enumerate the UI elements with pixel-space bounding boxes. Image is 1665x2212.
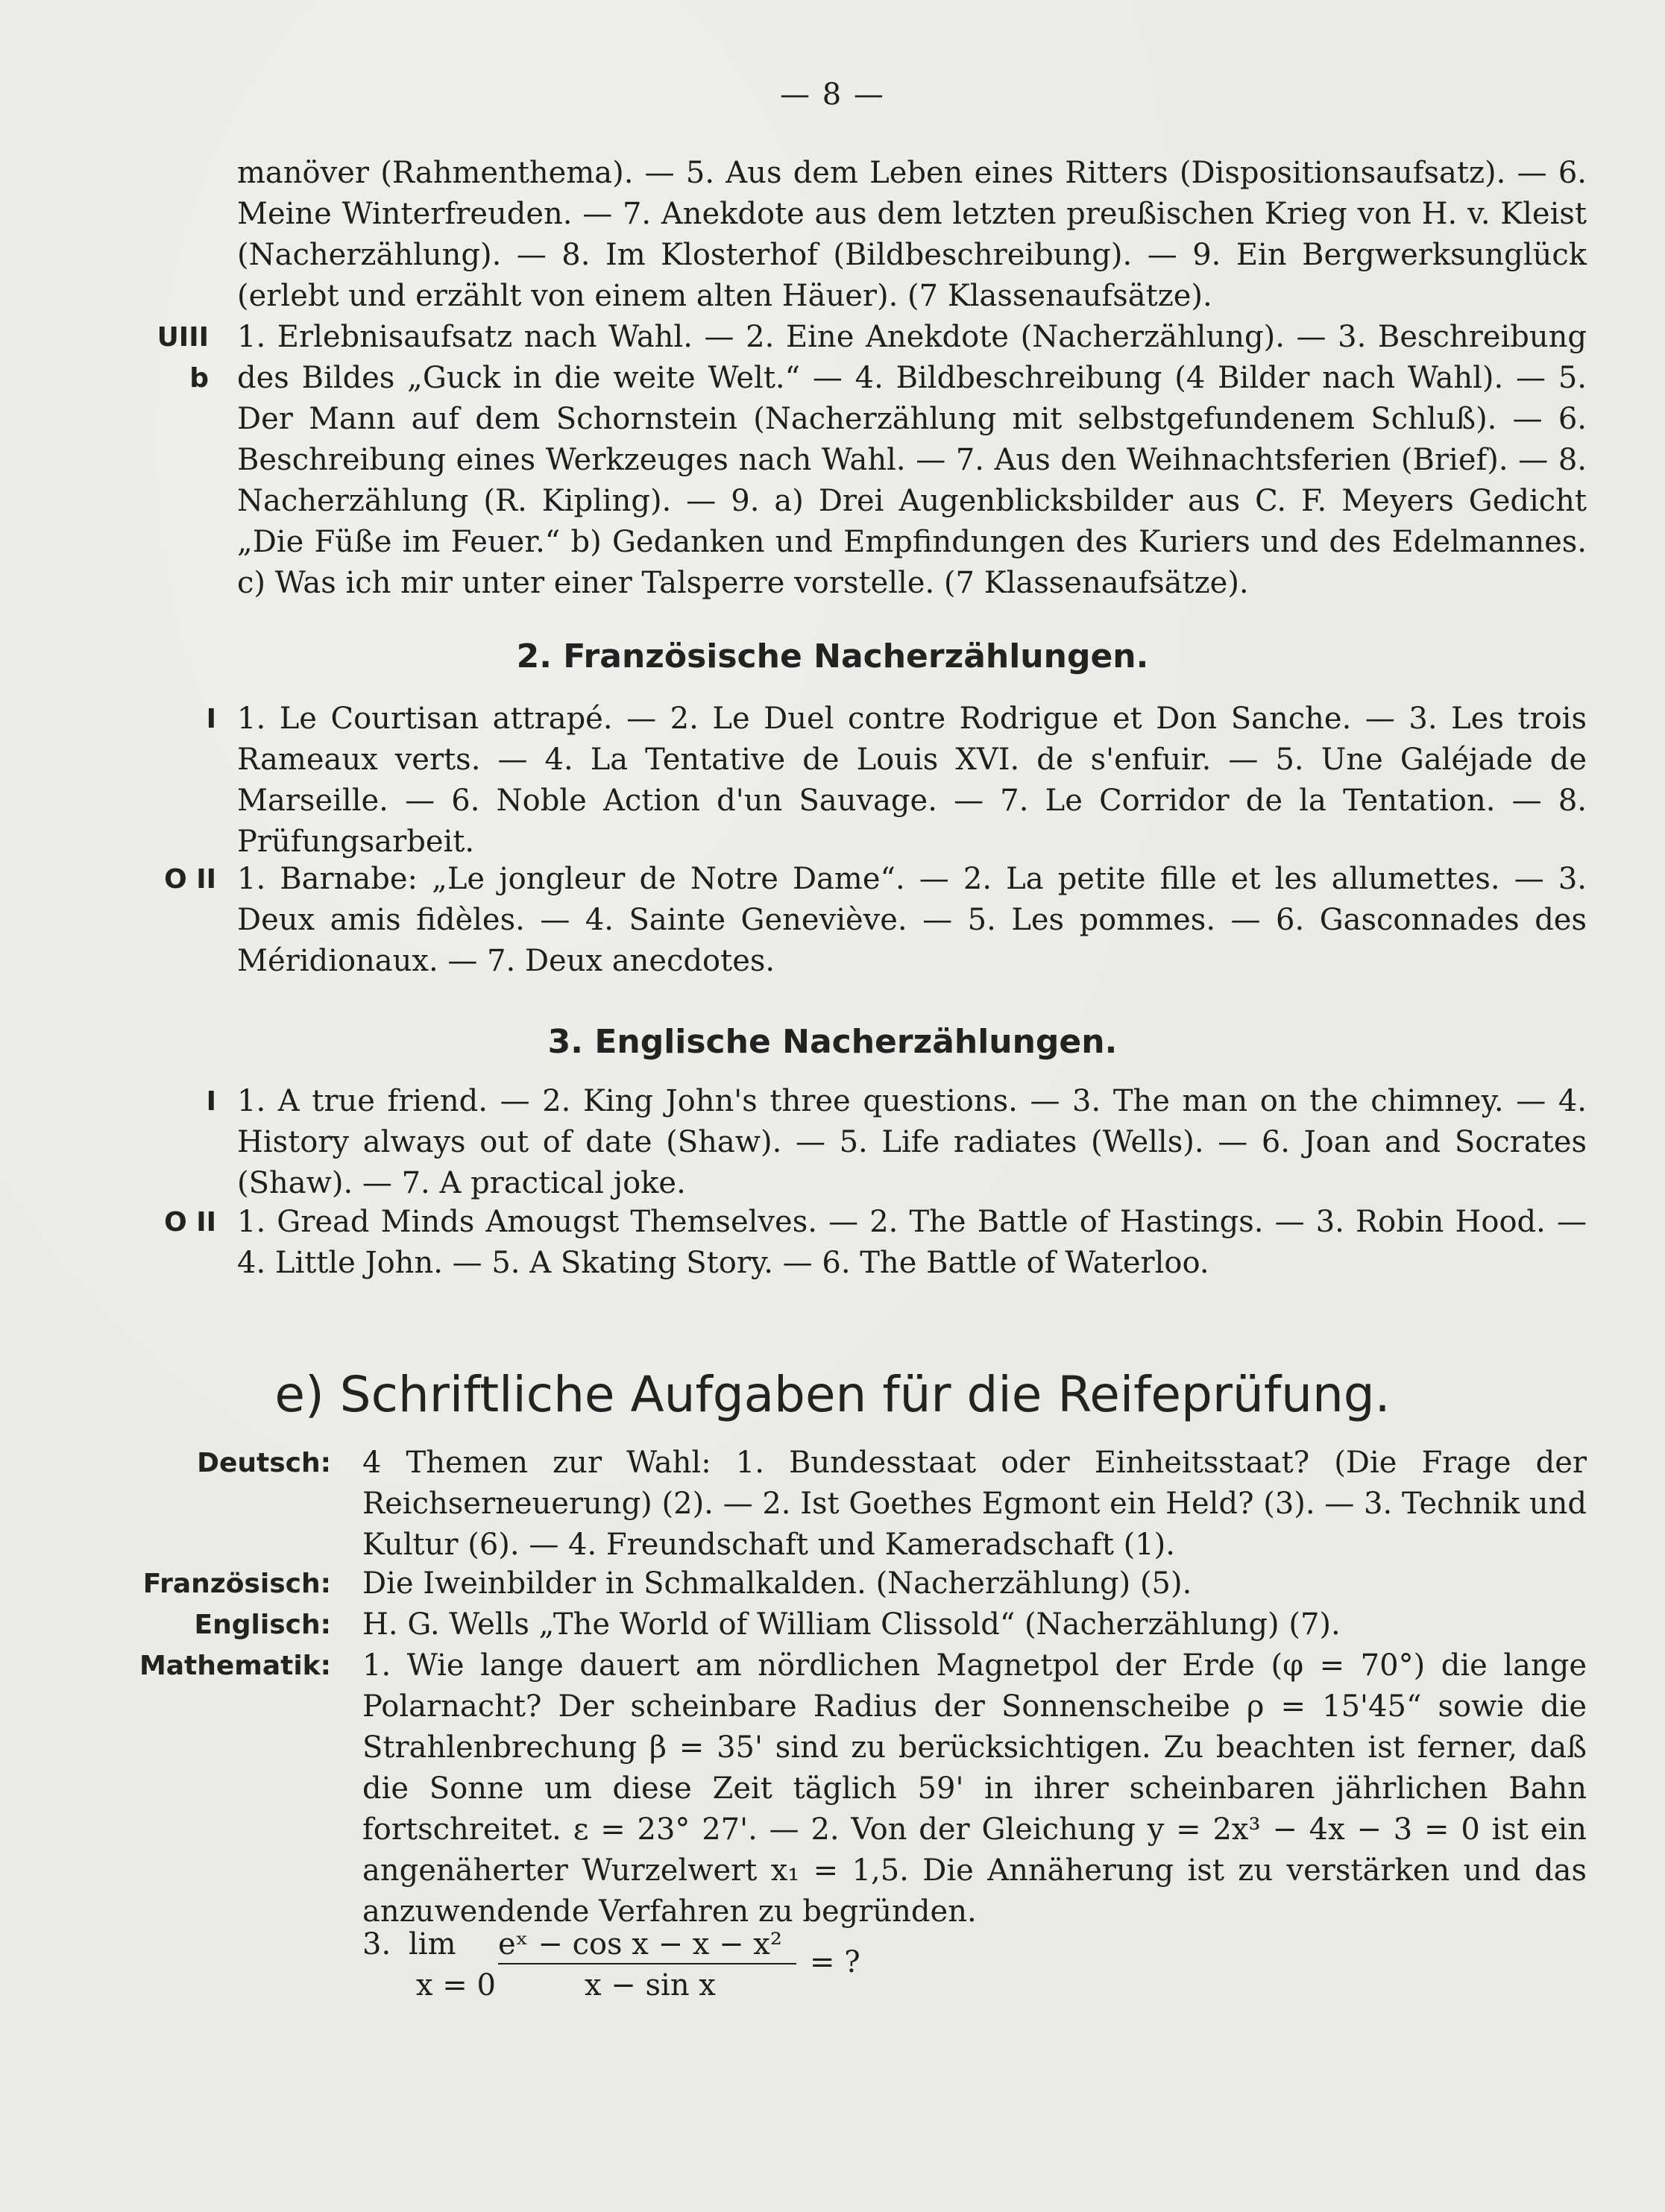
class-label-uiiib: UIII b (157, 322, 209, 394)
formula-numerator: eˣ − cos x − x − x² (498, 1927, 782, 1962)
subject-label-mathematik: Mathematik: (139, 1651, 331, 1681)
french-heading: 2. Französische Nacherzählungen. (516, 637, 1149, 675)
subject-text-franzoesisch: Die Iweinbilder in Schmalkalden. (Nacherzählung) (5). (362, 1566, 1192, 1601)
formula-lim: lim (409, 1927, 456, 1962)
limit-formula (362, 1927, 959, 2009)
formula-result: = ? (810, 1945, 860, 1979)
page-number: — 8 — (780, 78, 885, 112)
composition-prev-paragraph: manöver (Rahmenthema). — 5. Aus dem Leben eines Ritters (Dispositionsaufsatz). — 6. Meine Winterfreuden. — 7. Anekdote aus dem letzten preußischen Krieg von H. v. Kleist (Nacherzählung). — 8. Im Klosterhof (Bildbeschreibung). — 9. Ein Bergwerksunglück (erlebt und erzählt von einem alten Häuer). (7 Klassenaufsätze). (237, 156, 1587, 313)
english-heading: 3. Englische Nacherzählungen. (547, 1023, 1118, 1061)
class-label-english-oii: O II (164, 1207, 216, 1238)
subject-text-englisch: H. G. Wells „The World of William Clissold“ (Nacherzählung) (7). (362, 1607, 1341, 1642)
exam-heading: e) Schriftliche Aufgaben für die Reifeprüfung. (274, 1366, 1391, 1423)
subject-text-mathematik: 1. Wie lange dauert am nördlichen Magnetpol der Erde (φ = 70°) die lange Polarnacht? Der scheinbare Radius der Sonnenscheibe ρ = 15'45“ sowie die Strahlenbrechung β = 35' sind zu berücksichtigen. Zu beachten ist ferner, daß die Sonne um diese Zeit täglich 59' in ihrer scheinbaren jährlichen Bahn fortschreitet. ε = 23° 27'. — 2. Von der Gleichung y = 2x³ − 4x − 3 = 0 ist ein angenäherter Wurzelwert x₁ = 1,5. Die Annäherung ist zu verstärken und das anzuwendende Verfahren zu begründen. (362, 1648, 1587, 1929)
subject-label-englisch: Englisch: (194, 1610, 331, 1640)
french-oii-text: 1. Barnabe: „Le jongleur de Notre Dame“. — 2. La petite fille et les allumettes. — 3. Deux amis fidèles. — 4. Sainte Geneviève. — 5. Les pommes. — 6. Gasconnades des Méridionaux. — 7. Deux anecdotes. (237, 862, 1587, 978)
formula-limit-sub: x = 0 (416, 1968, 496, 2003)
class-label-english-i: I (206, 1086, 216, 1117)
class-label-french-i: I (206, 704, 216, 734)
fraction-bar (498, 1963, 796, 1964)
formula-denominator: x − sin x (585, 1968, 716, 2003)
subject-label-deutsch: Deutsch: (197, 1448, 331, 1478)
class-label-french-oii: O II (164, 864, 216, 895)
formula-number: 3. (362, 1927, 391, 1962)
english-i-text: 1. A true friend. — 2. King John's three questions. — 3. The man on the chimney. — 4. History always out of date (Shaw). — 5. Life radiates (Wells). — 6. Joan and Socrates (Shaw). — 7. A practical joke. (237, 1084, 1587, 1200)
composition-uiiib-text: 1. Erlebnisaufsatz nach Wahl. — 2. Eine Anekdote (Nacherzählung). — 3. Beschreibung des Bildes „Guck in die weite Welt.“ — 4. Bildbeschreibung (4 Bilder nach Wahl). — 5. Der Mann auf dem Schornstein (Nacherzählung mit selbstgefundenem Schluß). — 6. Beschreibung eines Werkzeuges nach Wahl. — 7. Aus den Weihnachtsferien (Brief). — 8. Nacherzählung (R. Kipling). — 9. a) Drei Augenblicksbilder aus C. F. Meyers Gedicht „Die Füße im Feuer.“ b) Gedanken und Empfindungen des Kuriers und des Edelmannes. c) Was ich mir unter einer Talsperre vorstelle. (7 Klassenaufsätze). (237, 320, 1587, 600)
subject-label-franzoesisch: Französisch: (142, 1569, 331, 1599)
english-oii-text: 1. Gread Minds Amougst Themselves. — 2. The Battle of Hastings. — 3. Robin Hood. — 4. Little John. — 5. A Skating Story. — 6. The Battle of Waterloo. (237, 1205, 1587, 1280)
subject-text-deutsch: 4 Themen zur Wahl: 1. Bundesstaat oder Einheitsstaat? (Die Frage der Reichserneuerung) (2). — 2. Ist Goethes Egmont ein Held? (3). — 3. Technik und Kultur (6). — 4. Freundschaft und Kameradschaft (1). (362, 1446, 1587, 1562)
french-i-text: 1. Le Courtisan attrapé. — 2. Le Duel contre Rodrigue et Don Sanche. — 3. Les trois Rameaux verts. — 4. La Tentative de Louis XVI. de s'enfuir. — 5. Une Galéjade de Marseille. — 6. Noble Action d'un Sauvage. — 7. Le Corridor de la Tentation. — 8. Prüfungsarbeit. (237, 702, 1587, 859)
